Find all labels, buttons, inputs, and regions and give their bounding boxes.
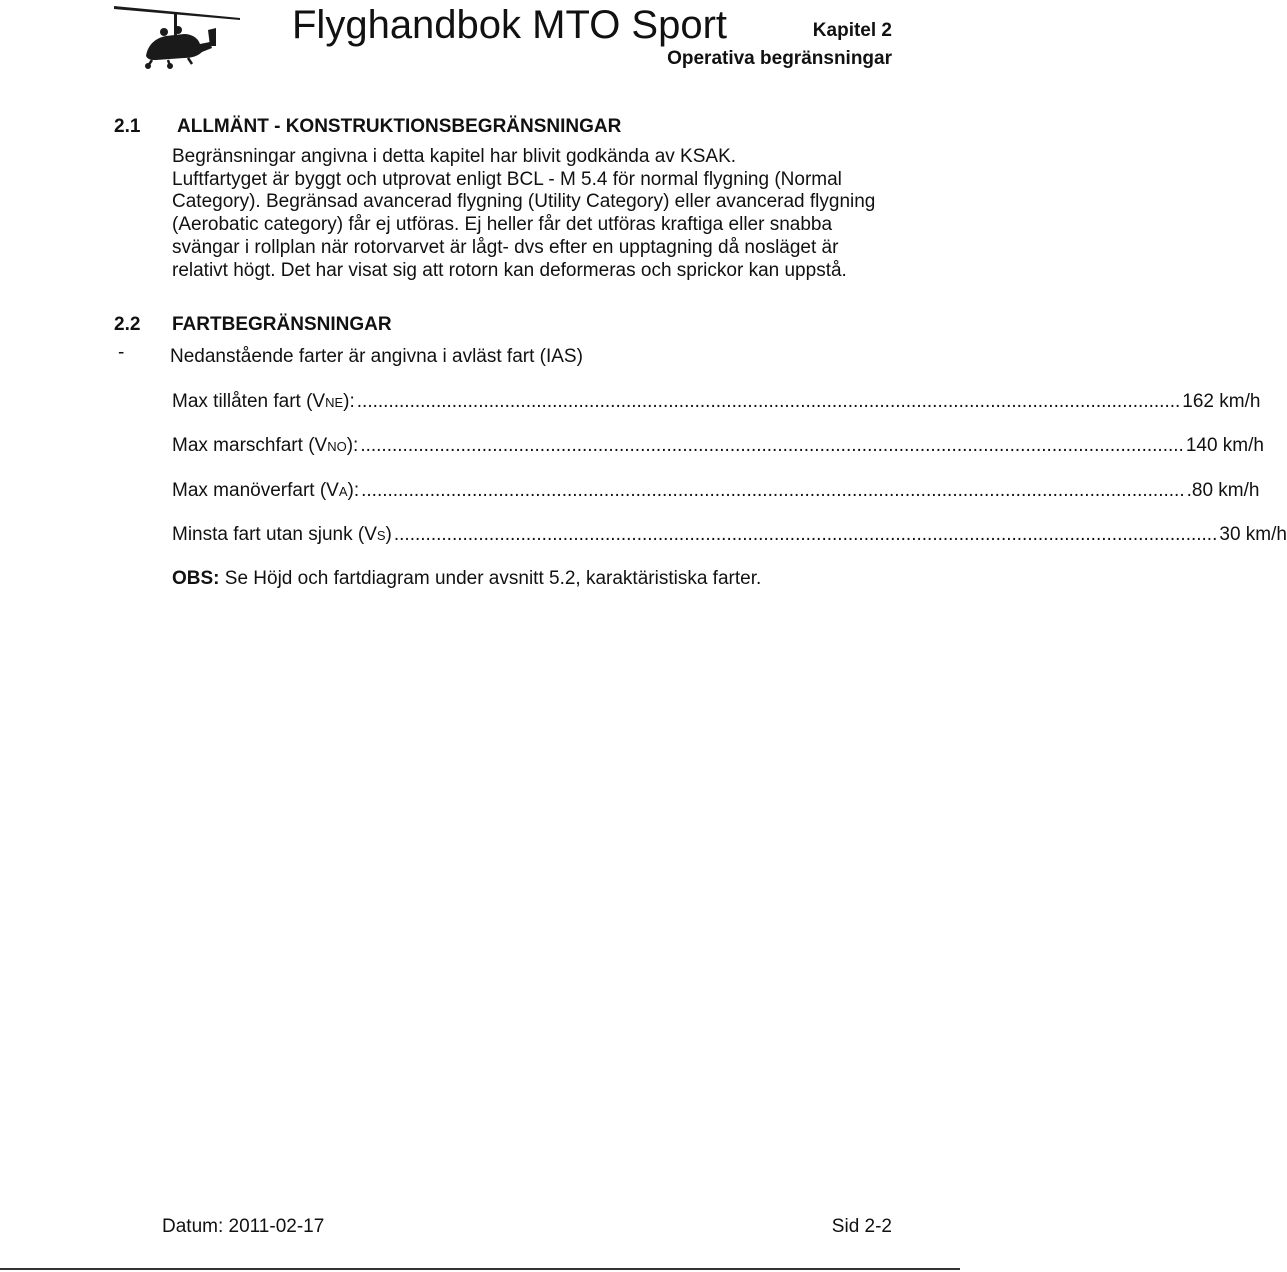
section-paragraph <box>172 146 896 282</box>
paragraph-line: Begränsningar angivna i detta kapitel har blivit godkända av KSAK. <box>172 146 737 167</box>
paragraph-line: Category). Begränsad avancerad flygning (Utility Category) eller avancerad flygning <box>172 191 876 213</box>
obs-note <box>172 568 761 590</box>
section-heading: ALLMÄNT - KONSTRUKTIONSBEGRÄNSNINGAR <box>177 116 622 137</box>
speed-row <box>172 524 1287 548</box>
speed-value: 30 km/h <box>1219 524 1287 545</box>
paragraph-line: Luftfartyget är byggt och utprovat enligt BCL - M 5.4 för normal flygning (Normal <box>172 168 842 190</box>
speed-row <box>172 480 1260 504</box>
chapter-subtitle: Operativa begränsningar <box>667 48 892 69</box>
speed-label: Max manöverfart (VA): <box>172 480 360 501</box>
dot-leader: ............................................................................................................................................................ <box>360 435 1184 456</box>
document-title: Flyghandbok MTO Sport <box>292 3 728 47</box>
gyrocopter-logo-icon <box>112 0 242 70</box>
section-number: 2.1 <box>114 116 141 137</box>
dot-leader: ............................................................................................................................................................ <box>393 524 1218 545</box>
speed-value: 140 km/h <box>1185 435 1264 456</box>
speed-label: Max tillåten fart (VNE): <box>172 391 355 412</box>
dot-leader: ............................................................................................................................................................ <box>356 391 1181 412</box>
speed-label: Max marschfart (VNO): <box>172 435 359 456</box>
footer-date: Datum: 2011-02-17 <box>162 1216 325 1237</box>
speed-label: Minsta fart utan sjunk (VS) <box>172 524 392 545</box>
speed-value: 162 km/h <box>1182 391 1261 412</box>
speed-value: .80 km/h <box>1186 480 1260 501</box>
paragraph-line: relativt högt. Det har visat sig att rotorn kan deformeras och sprickor kan uppstå. <box>172 259 847 281</box>
footer-divider <box>0 1268 960 1270</box>
dot-leader: ............................................................................................................................................................ <box>361 480 1185 501</box>
speeds-intro: Nedanstående farter är angivna i avläst fart (IAS) <box>170 346 583 367</box>
paragraph-line: (Aerobatic category) får ej utföras. Ej heller får det utföras kraftiga eller snabba <box>172 214 833 236</box>
footer-page-number: Sid 2-2 <box>831 1216 892 1237</box>
speed-row <box>172 435 1264 459</box>
obs-text: Se Höjd och fartdiagram under avsnitt 5.2, karaktäristiska farter. <box>219 568 762 589</box>
paragraph-line: svängar i rollplan när rotorvarvet är lågt- dvs efter en upptagning då nosläget är <box>172 236 839 258</box>
section-heading: FARTBEGRÄNSNINGAR <box>172 314 392 335</box>
list-bullet: - <box>118 342 125 363</box>
chapter-number: Kapitel 2 <box>812 20 892 41</box>
obs-label: OBS: <box>172 568 220 589</box>
section-number: 2.2 <box>114 314 141 335</box>
speed-row <box>172 391 1261 415</box>
